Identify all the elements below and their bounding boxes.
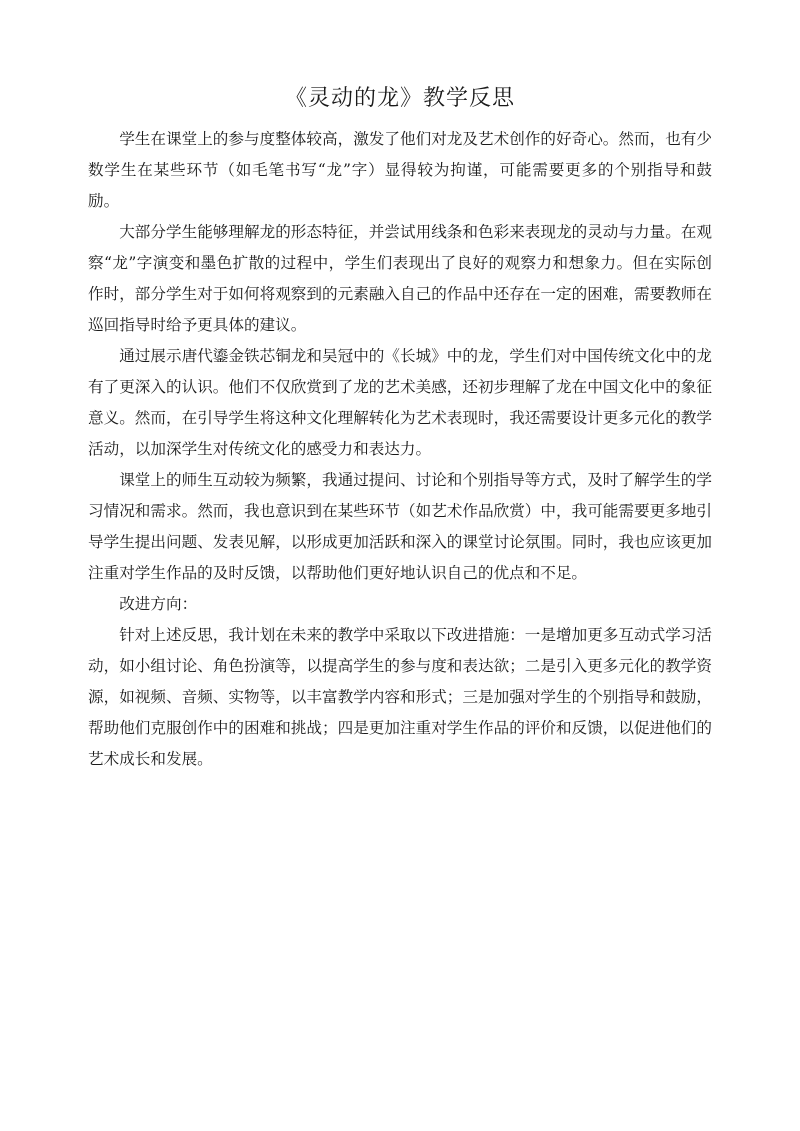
paragraph-understanding: 大部分学生能够理解龙的形态特征，并尝试用线条和色彩来表现龙的灵动与力量。在观察“龙”字演变和墨色扩散的过程中，学生们表现出了良好的观察力和想象力。但在实际创作时，部分学生对于如何将观察到的元素融入自己的作品中还存在一定的困难，需要教师在巡回指导时给予更具体的建议。 [88, 223, 712, 334]
paragraph-interaction: 课堂上的师生互动较为频繁，我通过提问、讨论和个别指导等方式，及时了解学生的学习情况和需求。然而，我也意识到在某些环节（如艺术作品欣赏）中，我可能需要更多地引导学生提出问题、发表见解，以形成更加活跃和深入的课堂讨论氛围。同时，我也应该更加注重对学生作品的及时反馈，以帮助他们更好地认识自己的优点和不足。 [88, 471, 712, 582]
paragraph-culture: 通过展示唐代鎏金铁芯铜龙和吴冠中的《长城》中的龙，学生们对中国传统文化中的龙有了更深入的认识。他们不仅欣赏到了龙的艺术美感，还初步理解了龙在中国文化中的象征意义。然而，在引导学生将这种文化理解转化为艺术表现时，我还需要设计更多元化的教学活动，以加深学生对传统文化的感受力和表达力。 [88, 347, 712, 458]
document-body [88, 124, 712, 775]
paragraph-improvement: 针对上述反思，我计划在未来的教学中采取以下改进措施：一是增加更多互动式学习活动，如小组讨论、角色扮演等，以提高学生的参与度和表达欲；二是引入更多元化的教学资源，如视频、音频、实物等，以丰富教学内容和形式；三是加强对学生的个别指导和鼓励，帮助他们克服创作中的困难和挑战；四是更加注重对学生作品的评价和反馈，以促进他们的艺术成长和发展。 [88, 626, 712, 768]
paragraph-participation: 学生在课堂上的参与度整体较高，激发了他们对龙及艺术创作的好奇心。然而，也有少数学生在某些环节（如毛笔书写“龙”字）显得较为拘谨，可能需要更多的个别指导和鼓励。 [88, 130, 712, 210]
improvement-heading: 改进方向： [119, 595, 198, 613]
page-title: 《灵动的龙》教学反思 [284, 86, 515, 111]
